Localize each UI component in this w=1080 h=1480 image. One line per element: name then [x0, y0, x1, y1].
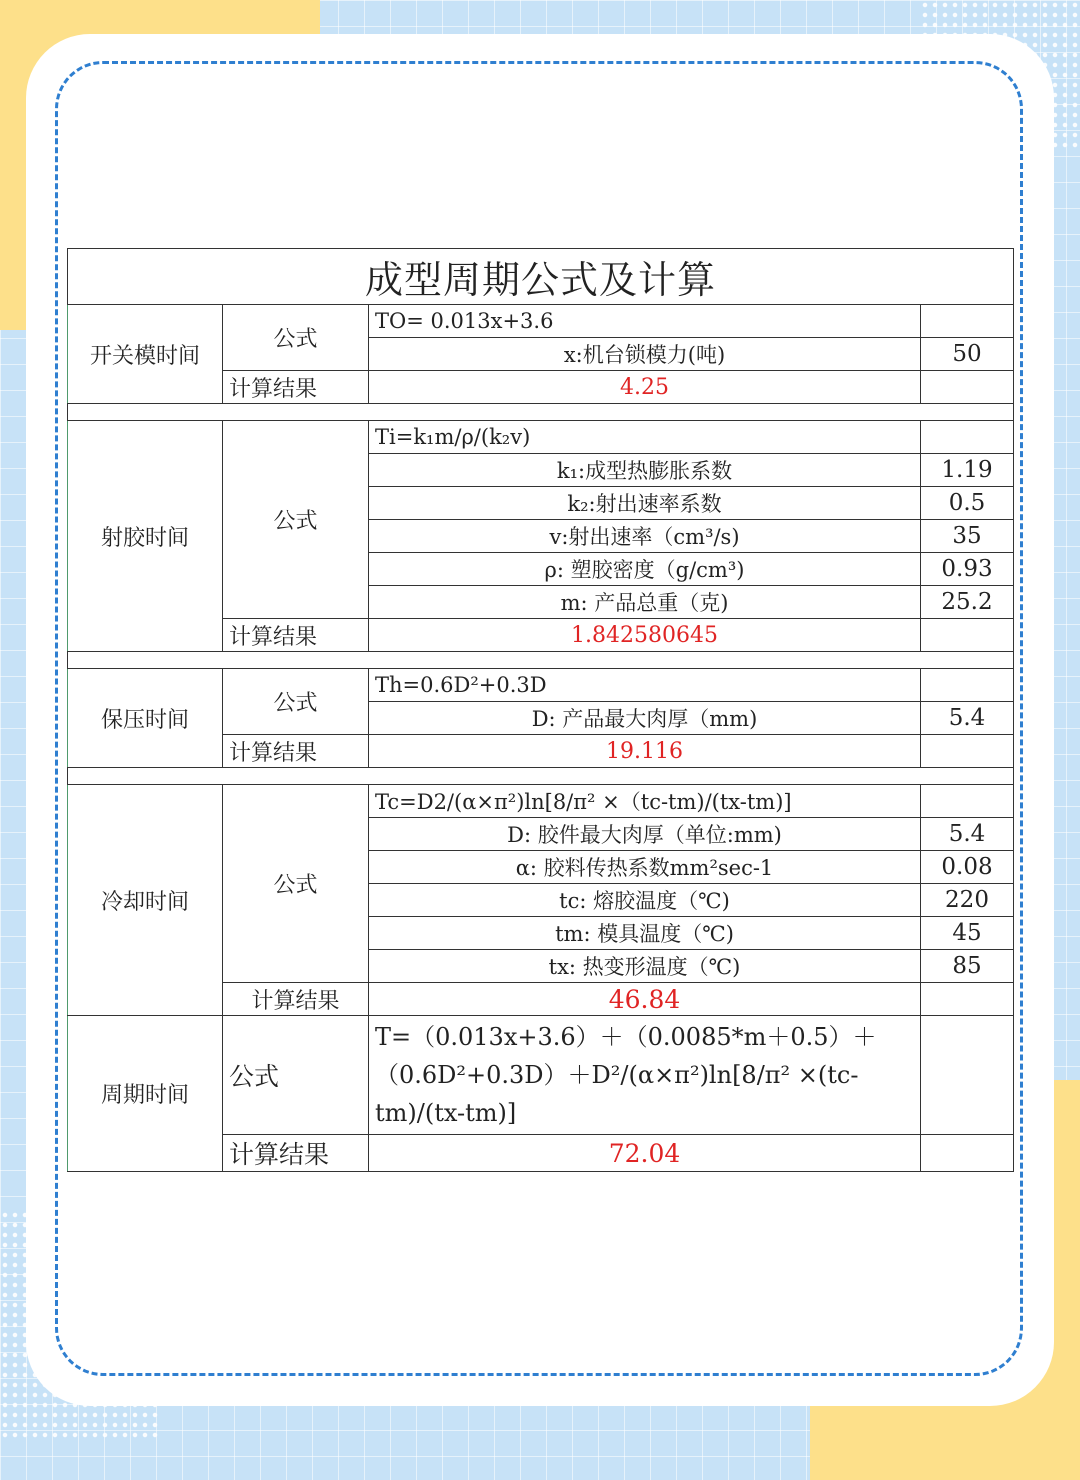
- spacer-row: [68, 768, 1014, 785]
- param-value[interactable]: 35: [921, 520, 1014, 553]
- formula-label[interactable]: 公式: [223, 1016, 369, 1135]
- empty-cell[interactable]: [921, 669, 1014, 702]
- param-value[interactable]: 0.93: [921, 553, 1014, 586]
- empty-cell[interactable]: [921, 735, 1014, 768]
- cycle-time-spreadsheet: [67, 248, 1014, 1172]
- section-name-hold[interactable]: 保压时间: [68, 669, 223, 768]
- param-label[interactable]: k₁:成型热膨胀系数: [369, 454, 921, 487]
- param-value[interactable]: 5.4: [921, 702, 1014, 735]
- param-label[interactable]: k₂:射出速率系数: [369, 487, 921, 520]
- spacer-row: [68, 652, 1014, 669]
- param-value[interactable]: 0.5: [921, 487, 1014, 520]
- section-name-cool[interactable]: 冷却时间: [68, 785, 223, 1016]
- param-label[interactable]: v:射出速率（cm³/s): [369, 520, 921, 553]
- spacer-cell[interactable]: [68, 652, 1014, 669]
- param-value[interactable]: 50: [921, 338, 1014, 371]
- param-value[interactable]: 1.19: [921, 454, 1014, 487]
- empty-cell[interactable]: [921, 1016, 1014, 1135]
- result-label[interactable]: 计算结果: [223, 619, 369, 652]
- spacer-cell[interactable]: [68, 404, 1014, 421]
- param-value[interactable]: 0.08: [921, 851, 1014, 884]
- empty-cell[interactable]: [921, 983, 1014, 1016]
- result-value[interactable]: 46.84: [369, 983, 921, 1016]
- result-value[interactable]: 19.116: [369, 735, 921, 768]
- formula-cell[interactable]: TO= 0.013x+3.6: [369, 305, 921, 338]
- param-label[interactable]: α: 胶料传热系数mm²sec-1: [369, 851, 921, 884]
- section-name-cycle[interactable]: 周期时间: [68, 1016, 223, 1172]
- result-label[interactable]: 计算结果: [223, 1135, 369, 1172]
- param-value[interactable]: 5.4: [921, 818, 1014, 851]
- param-value[interactable]: 85: [921, 950, 1014, 983]
- param-label[interactable]: ρ: 塑胶密度（g/cm³): [369, 553, 921, 586]
- param-label[interactable]: x:机台锁模力(吨): [369, 338, 921, 371]
- result-label[interactable]: 计算结果: [223, 983, 369, 1016]
- param-value[interactable]: 45: [921, 917, 1014, 950]
- empty-cell[interactable]: [921, 421, 1014, 454]
- empty-cell[interactable]: [921, 305, 1014, 338]
- param-value[interactable]: 25.2: [921, 586, 1014, 619]
- formula-label[interactable]: 公式: [223, 669, 369, 735]
- table-row: [68, 305, 1014, 338]
- section-name-inject[interactable]: 射胶时间: [68, 421, 223, 652]
- param-label[interactable]: tx: 热变形温度（℃): [369, 950, 921, 983]
- formula-label[interactable]: 公式: [223, 305, 369, 371]
- formula-cell[interactable]: Th=0.6D²+0.3D: [369, 669, 921, 702]
- formula-label[interactable]: 公式: [223, 421, 369, 619]
- param-label[interactable]: tm: 模具温度（℃): [369, 917, 921, 950]
- empty-cell[interactable]: [921, 785, 1014, 818]
- formula-cell[interactable]: Ti=k₁m/ρ/(k₂v): [369, 421, 921, 454]
- formula-label[interactable]: 公式: [223, 785, 369, 983]
- param-label[interactable]: m: 产品总重（克): [369, 586, 921, 619]
- param-label[interactable]: D: 产品最大肉厚（mm): [369, 702, 921, 735]
- table-row: [68, 785, 1014, 818]
- empty-cell[interactable]: [921, 619, 1014, 652]
- table-row: [68, 421, 1014, 454]
- param-value[interactable]: 220: [921, 884, 1014, 917]
- table-row: [68, 1016, 1014, 1135]
- formula-cell[interactable]: T=（0.013x+3.6）＋（0.0085*m＋0.5）＋（0.6D²+0.3D）＋D²/(α×π²)ln[8/π² ×(tc-tm)/(tx-tm)]: [369, 1016, 921, 1135]
- sheet-title[interactable]: 成型周期公式及计算: [68, 249, 1014, 305]
- result-value[interactable]: 4.25: [369, 371, 921, 404]
- result-label[interactable]: 计算结果: [223, 371, 369, 404]
- spacer-row: [68, 404, 1014, 421]
- empty-cell[interactable]: [921, 371, 1014, 404]
- table-row: [68, 669, 1014, 702]
- result-label[interactable]: 计算结果: [223, 735, 369, 768]
- empty-cell[interactable]: [921, 1135, 1014, 1172]
- result-value[interactable]: 1.842580645: [369, 619, 921, 652]
- spacer-cell[interactable]: [68, 768, 1014, 785]
- param-label[interactable]: D: 胶件最大肉厚（单位:mm): [369, 818, 921, 851]
- section-name-mold[interactable]: 开关模时间: [68, 305, 223, 404]
- formula-cell[interactable]: Tc=D2/(α×π²)ln[8/π² ×（tc-tm)/(tx-tm)]: [369, 785, 921, 818]
- result-value[interactable]: 72.04: [369, 1135, 921, 1172]
- title-row: [68, 249, 1014, 305]
- param-label[interactable]: tc: 熔胶温度（℃): [369, 884, 921, 917]
